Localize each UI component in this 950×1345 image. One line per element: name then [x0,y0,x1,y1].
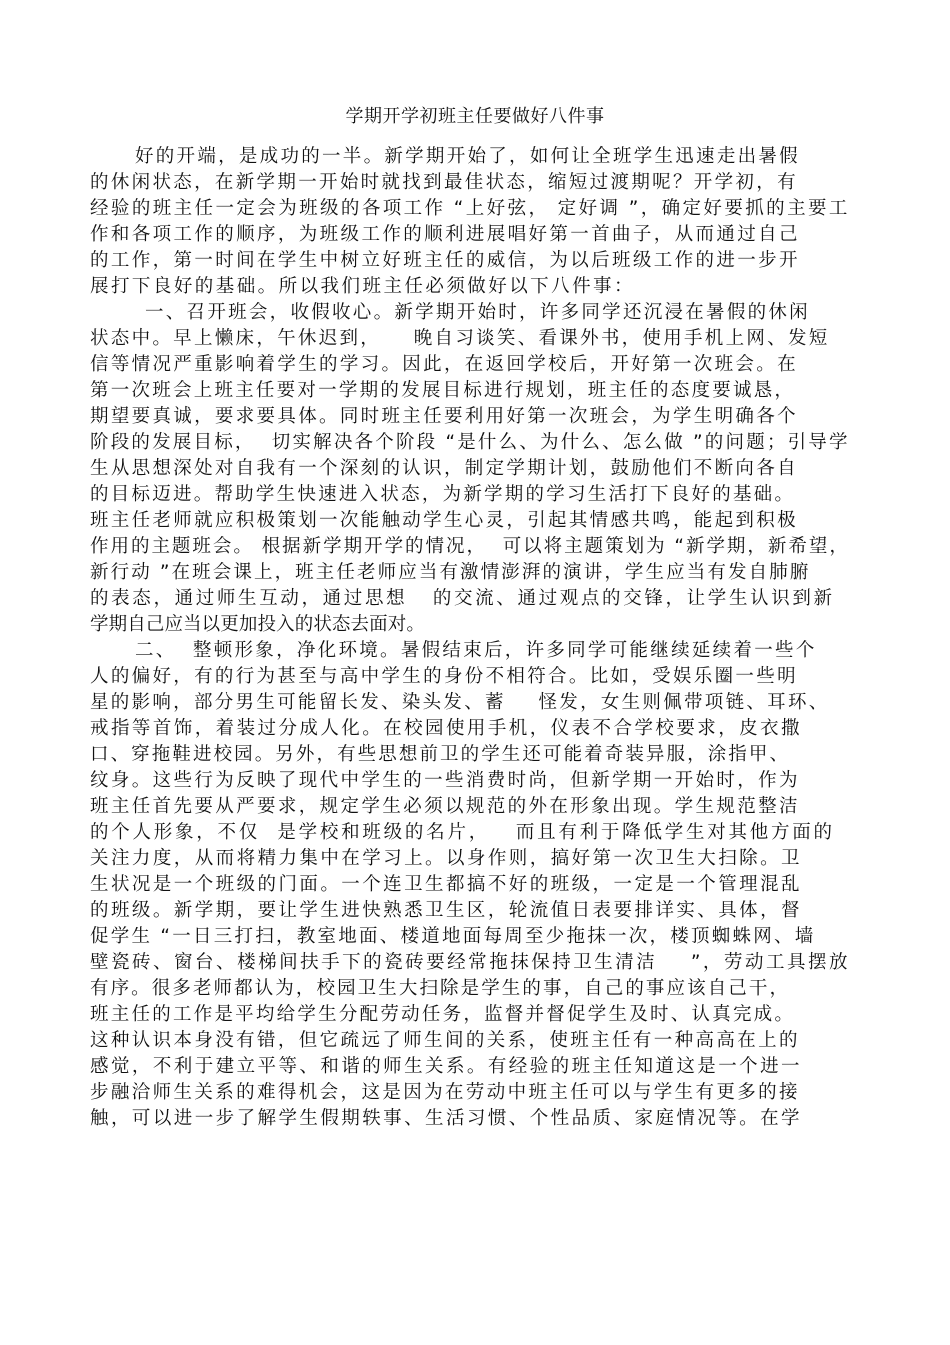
paragraph-line: 的个人形象，不仅 是学校和班级的名片， 而且有利于降低学生对其他方面的 [90,822,835,843]
paragraph-line: 的休闲状态，在新学期一开始时就找到最佳状态，缩短过渡期呢？开学初，有 [90,172,798,193]
paragraph-line: 一、召开班会，收假收心。新学期开始时，许多同学还沉浸在暑假的休闲 [145,302,810,323]
paragraph-line: 班主任首先要从严要求，规定学生必须以规范的外在形象出现。学生规范整洁 [90,796,800,817]
paragraph-line: 新行动 ”在班会课上，班主任老师应当有激情澎湃的演讲，学生应当有发自肺腑 [90,562,811,583]
paragraph-line: 的班级。新学期，要让学生进快熟悉卫生区，轮流值日表要排详实、具体，督 [90,900,802,921]
paragraph-line: 壁瓷砖、窗台、楼梯间扶手下的瓷砖要经常拖抹保持卫生清洁 ”，劳动工具摆放 [90,952,850,973]
paragraph-line: 的目标迈进。帮助学生快速进入状态，为新学期的学习生活打下良好的基础。 [90,484,796,505]
paragraph-line: 二、 整顿形象，净化环境。暑假结束后，许多同学可能继续延续着一些个 [135,640,817,661]
paragraph-line: 学期自己应当以更加投入的状态去面对。 [90,614,425,635]
paragraph-line: 状态中。早上懒床，午休迟到， 晚自习谈笑、看课外书，使用手机上网、发短 [90,328,830,349]
paragraph-line: 信等情况严重影响着学生的学习。因此，在返回学校后，开好第一次班会。在 [90,354,798,375]
paragraph-line: 纹身。这些行为反映了现代中学生的一些消费时尚，但新学期一开始时，作为 [90,770,800,791]
paragraph-line: 星的影响，部分男生可能留长发、染头发、蓄 怪发，女生则佩带项链、耳环、 [90,692,830,713]
paragraph-line: 戒指等首饰，着装过分成人化。在校园使用手机，仪表不合学校要求，皮衣撒 [90,718,802,739]
paragraph-line: 的工作，第一时间在学生中树立好班主任的威信，为以后班级工作的进一步开 [90,250,800,271]
paragraph-line: 生从思想深处对自我有一个深刻的认识，制定学期计划，鼓励他们不断向各自 [90,458,798,479]
paragraph-line: 期望要真诚，要求要具体。同时班主任要利用好第一次班会，为学生明确各个 [90,406,798,427]
paragraph-line: 步融洽师生关系的难得机会，这是因为在劳动中班主任可以与学生有更多的接 [90,1082,800,1103]
paragraph-line: 人的偏好，有的行为甚至与高中学生的身份不相符合。比如，受娱乐圈一些明 [90,666,798,687]
paragraph-line: 展打下良好的基础。所以我们班主任必须做好以下八件事： [90,276,635,297]
paragraph-line: 作和各项工作的顺序，为班级工作的顺利进展唱好第一首曲子，从而通过自己 [90,224,800,245]
paragraph-line: 促学生 “一日三打扫，教室地面、楼道地面每周至少拖抹一次，楼顶蜘蛛网、墙 [90,926,816,947]
paragraph-line: 感觉，不利于建立平等、和谐的师生关系。有经验的班主任知道这是一个进一 [90,1056,802,1077]
paragraph-line: 关注力度，从而将精力集中在学习上。以身作则，搞好第一次卫生大扫除。卫 [90,848,802,869]
paragraph-line: 这种认识本身没有错，但它疏远了师生间的关系，使班主任有一种高高在上的 [90,1030,800,1051]
paragraph-line: 生状况是一个班级的门面。一个连卫生都搞不好的班级，一定是一个管理混乱 [90,874,802,895]
paragraph-line: 有序。很多老师都认为，校园卫生大扫除是学生的事，自己的事应该自己干， [90,978,791,999]
paragraph-line: 触，可以进一步了解学生假期轶事、生活习惯、个性品质、家庭情况等。在学 [90,1108,802,1129]
paragraph-line: 阶段的发展目标， 切实解决各个阶段 “是什么、为什么、怎么做 ”的问题；引导学 [90,432,850,453]
paragraph-line: 经验的班主任一定会为班级的各项工作 “上好弦， 定好调 ”，确定好要抓的主要工 [90,198,850,219]
paragraph-line: 的表态，通过师生互动，通过思想 的交流、通过观点的交锋，让学生认识到新 [90,588,835,609]
paragraph-line: 好的开端，是成功的一半。新学期开始了，如何让全班学生迅速走出暑假 [135,146,800,167]
paragraph-line: 班主任老师就应积极策划一次能触动学生心灵，引起其情感共鸣，能起到积极 [90,510,798,531]
paragraph-line: 第一次班会上班主任要对一学期的发展目标进行规划，班主任的态度要诚恳， [90,380,796,401]
paragraph-line: 作用的主题班会。 根据新学期开学的情况， 可以将主题策划为 “新学期，新希望， [90,536,850,557]
paragraph-line: 班主任的工作是平均给学生分配劳动任务，监督并督促学生及时、认真完成。 [90,1004,796,1025]
paragraph-line: 口、穿拖鞋进校园。另外，有些思想前卫的学生还可能着奇装异服，涂指甲、 [90,744,791,765]
document-title: 学期开学初班主任要做好八件事 [345,106,605,127]
